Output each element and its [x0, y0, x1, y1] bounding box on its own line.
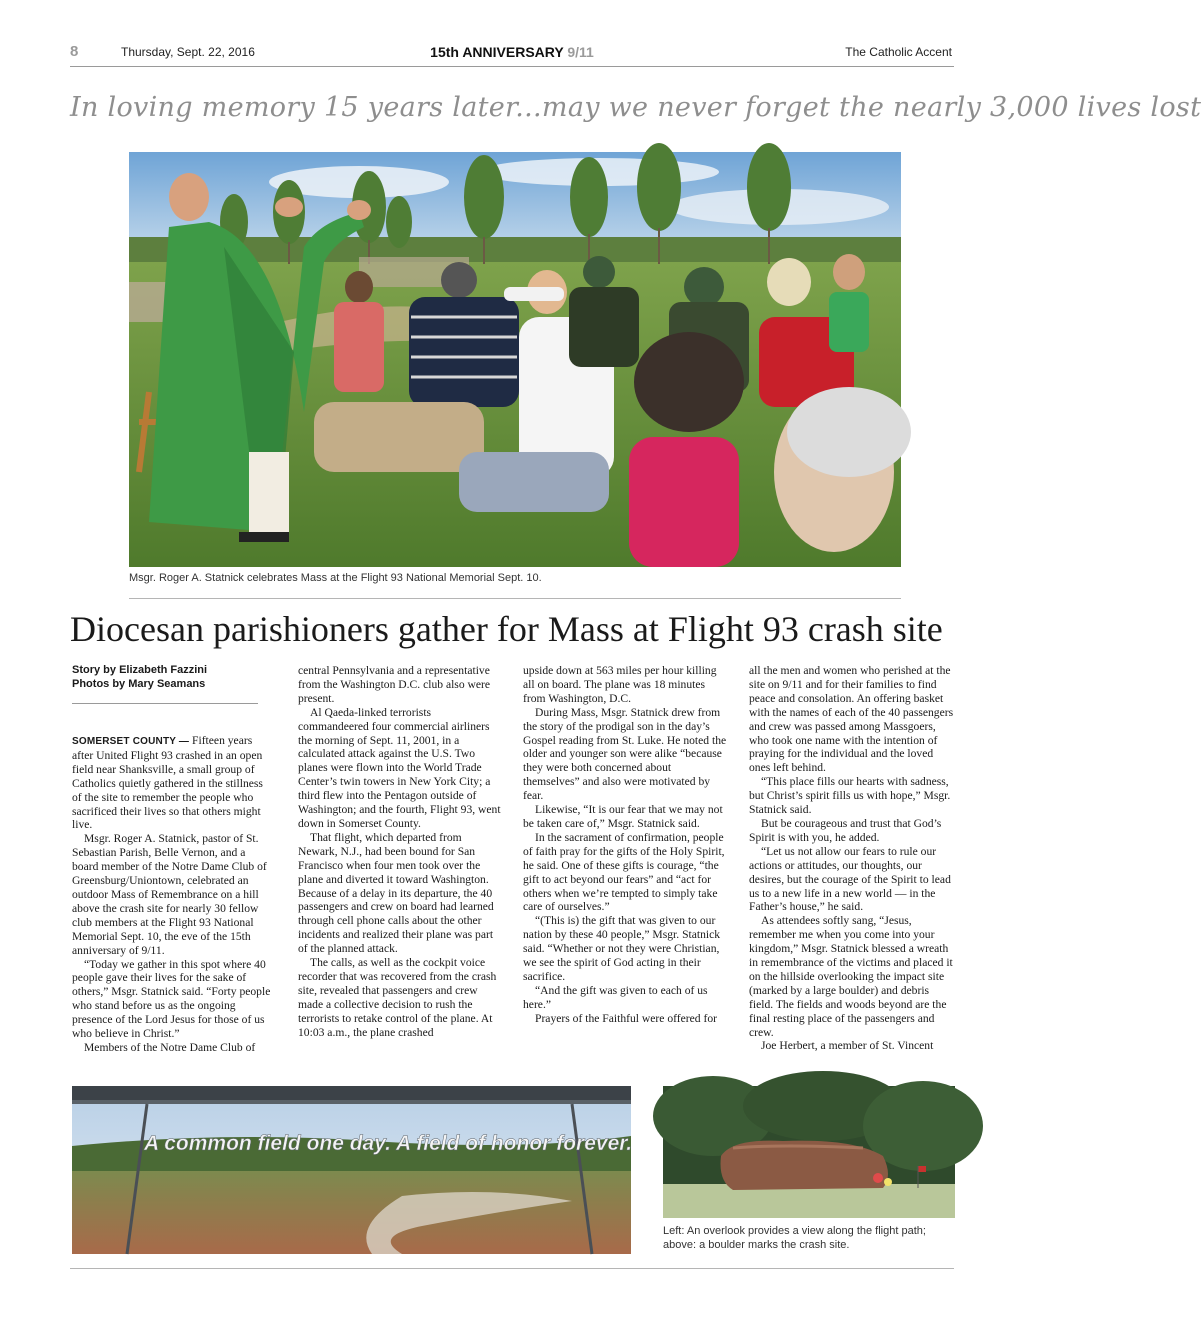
article-paragraph: But be courageous and trust that God’s Spirit is with you, he added. [749, 816, 942, 844]
section-title-main: 15th ANNIVERSARY [430, 44, 564, 60]
article-paragraph: “And the gift was given to each of us here.” [523, 983, 708, 1011]
article-headline: Diocesan parishioners gather for Mass at Flight 93 crash site [70, 609, 943, 649]
issue-date: Thursday, Sept. 22, 2016 [121, 45, 255, 59]
byline-photos: Photos by Mary Seamans [72, 678, 206, 690]
article-column-1 [72, 734, 272, 1055]
byline-rule [72, 703, 258, 704]
mass-scene-illustration [129, 152, 901, 567]
dateline: SOMERSET COUNTY — [72, 736, 190, 747]
bottom-photo-caption: Left: An overlook provides a view along the flight path; above: a boulder marks the crash site. [663, 1225, 926, 1251]
boulder-photo [663, 1086, 955, 1218]
article-paragraph: upside down at 563 miles per hour killing all on board. The plane was 18 minutes from Washington, D.C. [523, 664, 717, 705]
article-paragraph: Joe Herbert, a member of St. Vincent [761, 1039, 934, 1053]
article-paragraph: That flight, which departed from Newark, N.J., had been bound for San Francisco when four men took over the plane and diverted it toward Washington. Because of a delay in its departure, the 40 passengers and crew on board had learned through cell phone calls about the other incidents and realized their plane was part of the planned attack. [298, 830, 494, 956]
overlook-photo [72, 1086, 631, 1254]
overlook-scene-illustration [72, 1086, 631, 1254]
article-paragraph: Al Qaeda-linked terrorists commandeered four commercial airliners the morning of Sept. 11, 2001, in a calculated attack against the U.S. Two planes were flown into the World Trade Center’s twin towers in New York City; a third flew into the Pentagon outside of Washington; and the fourth, Flight 93, went down in Somerset County. [298, 705, 501, 830]
footer-rule [70, 1268, 954, 1269]
memorial-banner: In loving memory 15 years later...may we never forget the nearly 3,000 lives lost [70, 92, 1201, 123]
article-paragraph: Likewise, “It is our fear that we may not be taken care of,” Msgr. Statnick said. [523, 803, 723, 830]
article-paragraph: central Pennsylvania and a representative from the Washington D.C. club also were present. [298, 664, 491, 705]
header-rule [70, 66, 954, 67]
overlook-sign-text: A common field one day. A field of honor forever. [144, 1132, 633, 1155]
page-number: 8 [70, 43, 79, 60]
article-column-2 [298, 664, 501, 1039]
main-photo-mass [129, 152, 901, 567]
article-paragraph: Msgr. Roger A. Statnick, pastor of St. Sebastian Parish, Belle Vernon, and a board member of the Notre Dame Club of Greensburg/Uniontown, celebrated an outdoor Mass of Remembrance on a hill above the crash site for nearly 30 fellow club members at the Flight 93 National Memorial Sept. 10, the eve of the 15th anniversary of 9/11. [72, 832, 267, 957]
article-paragraph: Members of the Notre Dame Club of [84, 1040, 256, 1054]
byline [72, 663, 207, 691]
publication-name: The Catholic Accent [845, 45, 952, 59]
byline-story: Story by Elizabeth Fazzini [72, 664, 208, 676]
article-paragraph: The calls, as well as the cockpit voice recorder that was recovered from the crash site, revealed that passengers and crew made a collective decision to rush the terrorists to retake control of the plane. At 10:03 a.m., the plane crashed [298, 956, 497, 1039]
article-paragraph: “Today we gather in this spot where 40 people gave their lives for the sake of others,” Msgr. Statnick said. “Forty people who stand before us as the ongoing presence of the Lord Jesus for those of us who believe in Christ.” [72, 957, 271, 1041]
main-photo-caption: Msgr. Roger A. Statnick celebrates Mass at the Flight 93 National Memorial Sept. 10. [129, 572, 542, 584]
caption-rule [129, 598, 901, 599]
article-paragraph: In the sacrament of confirmation, people of faith pray for the gifts of the Holy Spirit, he said. One of these gifts is courage, “the gift to act beyond our fears” and “act for others when we’re tempted to simply take care of ourselves.” [523, 830, 725, 914]
article-paragraph: SOMERSET COUNTY — Fifteen years after United Flight 93 crashed in an open field near Shanksville, a small group of Catholics quietly gathered in the stillness of the site to remember the people who sacrificed their lives so that others might live. [72, 734, 263, 832]
article-paragraph: “(This is) the gift that was given to our nation by these 40 people,” Msgr. Statnick said. “Whether or not they were Christian, we see the spirit of God acting in their sacrifice. [523, 914, 721, 983]
article-paragraph: “Let us not allow our fears to rule our actions or attitudes, our thoughts, our desires, but the courage of the Spirit to lead us to a new life in a new world — in the Father’s house,” he said. [749, 844, 951, 914]
article-column-4 [749, 664, 955, 1053]
article-paragraph: “This place fills our hearts with sadness, but Christ’s spirit fills us with hope,” Msgr. Statnick said. [749, 775, 951, 817]
article-paragraph: all the men and women who perished at the site on 9/11 and for their families to find peace and consolation. An offering basket with the names of each of the 40 passengers and crew was passed among Massgoers, who took one name with the intention of praying for the individual and the loved ones left behind. [749, 664, 954, 775]
boulder-scene-illustration [663, 1086, 955, 1218]
article-paragraph: Prayers of the Faithful were offered for [535, 1011, 717, 1025]
section-title-sub: 9/11 [567, 44, 594, 60]
article-paragraph: As attendees softly sang, “Jesus, remember me when you come into your kingdom,” Msgr. Statnick blessed a wreath in remembrance of the victims and placed it on the hillside overlooking the impact site (marked by a large boulder) and debris field. The fields and woods beyond are the final resting place of the passengers and crew. [749, 914, 953, 1039]
article-column-3 [523, 664, 728, 1026]
article-paragraph: During Mass, Msgr. Statnick drew from the story of the prodigal son in the day’s Gospel reading from St. Luke. He noted the older and younger son were alike “because they were both concerned about themselves” and also were motivated by fear. [523, 705, 727, 803]
